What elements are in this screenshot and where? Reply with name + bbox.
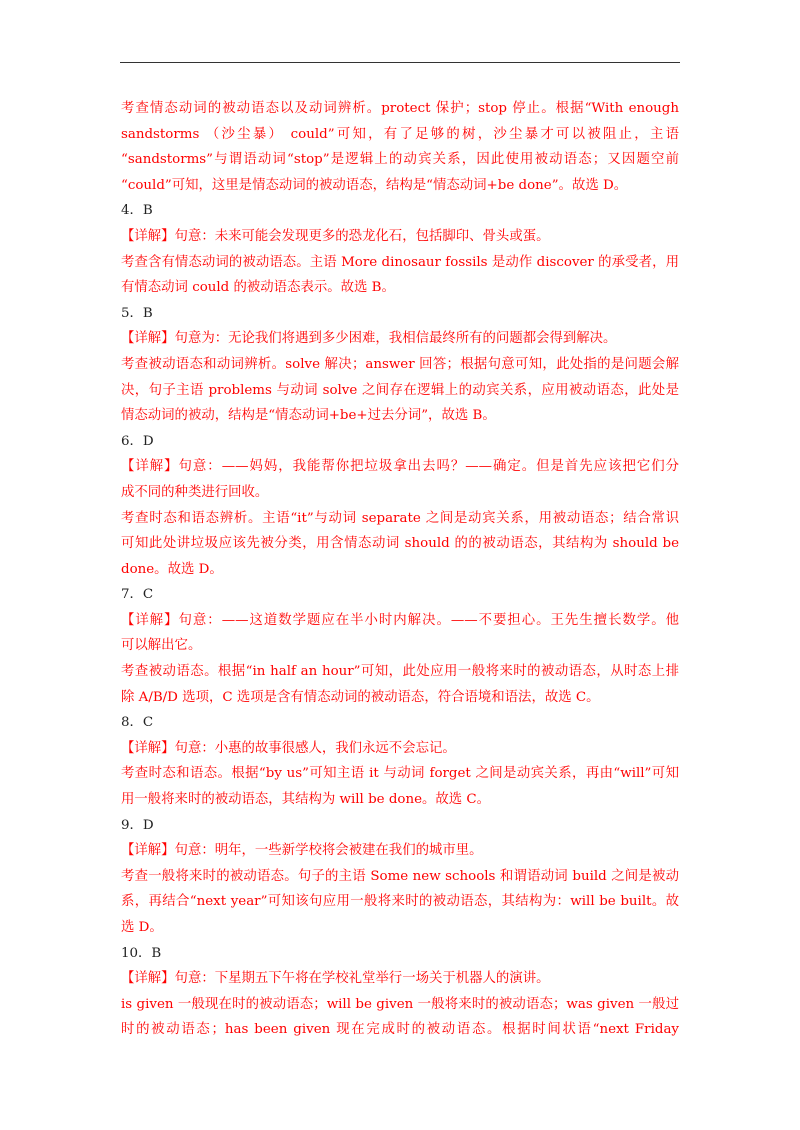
explanation-line: 除 A/B/D 选项，C 选项是含有情态动词的被动语态，符合语境和语法，故选 C。 bbox=[121, 689, 600, 705]
explanation-line: “sandstorms”与谓语动词“stop”是逻辑上的动宾关系，因此使用被动语态；又因题空前 bbox=[121, 152, 679, 168]
header-rule bbox=[120, 62, 680, 63]
explanation-line: 时的被动语态；has been given 现在完成时的被动语态。根据时间状语“next Friday bbox=[121, 1022, 679, 1038]
explanation-line: 用一般将来时的被动语态，其结构为 will be done。故选 C。 bbox=[121, 792, 491, 808]
explanation-line: 【详解】句意为：无论我们将遇到多少困难，我相信最终所有的问题都会得到解决。 bbox=[121, 331, 617, 347]
question-number: 6．D bbox=[121, 433, 154, 449]
explanation-line: 选 D。 bbox=[121, 920, 163, 935]
question-number: 9．D bbox=[121, 817, 154, 833]
question-number: 5．B bbox=[121, 305, 153, 321]
explanation-line: 可知此处讲垃圾应该先被分类，用含情态动词 should 的的被动语态，其结构为 should be bbox=[121, 536, 679, 552]
explanation-line: 考查被动语态。根据“in half an hour”可知，此处应用一般将来时的被动语态，从时态上排 bbox=[121, 664, 679, 680]
explanation-line: 【详解】句意：小惠的故事很感人，我们永远不会忘记。 bbox=[121, 740, 456, 756]
explanation-line: 考查情态动词的被动语态以及动词辨析。protect 保护；stop 停止。根据“With enough bbox=[121, 101, 679, 116]
question-number: 7．C bbox=[121, 587, 154, 603]
explanation-line: “could”可知，这里是情态动词的被动语态，结构是“情态动词+be done”。故选 D。 bbox=[121, 177, 628, 193]
question-number: 8．C bbox=[121, 715, 154, 731]
explanation-line: sandstorms （沙尘暴） could”可知，有了足够的树，沙尘暴才可以被阻止，主语 bbox=[121, 126, 679, 142]
question-number: 10．B bbox=[121, 945, 162, 961]
explanation-line: 成不同的种类进行回收。 bbox=[121, 484, 269, 500]
explanation-line: is given 一般现在时的被动语态；will be given 一般将来时的被动语态；was given 一般过 bbox=[121, 996, 679, 1012]
explanation-line: 【详解】句意：——这道数学题应在半小时内解决。——不要担心。王先生擅长数学。他 bbox=[121, 612, 679, 628]
explanation-line: 考查时态和语态辨析。主语“it”与动词 separate 之间是动宾关系，用被动语态；结合常识 bbox=[121, 510, 679, 526]
explanation-line: done。故选 D。 bbox=[121, 561, 223, 577]
explanation-line: 有情态动词 could 的被动语态表示。故选 B。 bbox=[121, 280, 395, 296]
explanation-line: 【详解】句意：——妈妈，我能帮你把垃圾拿出去吗？——确定。但是首先应该把它们分 bbox=[121, 459, 679, 475]
explanation-line: 考查含有情态动词的被动语态。主语 More dinosaur fossils 是动作 discover 的承受者，用 bbox=[121, 254, 679, 270]
question-number: 4．B bbox=[121, 203, 153, 219]
explanation-line: 系，再结合“next year”可知该句应用一般将来时的被动语态，其结构为：will be built。故 bbox=[121, 894, 679, 910]
explanation-line: 【详解】句意：明年，一些新学校将会被建在我们的城市里。 bbox=[121, 843, 483, 859]
explanation-line: 【详解】句意：未来可能会发现更多的恐龙化石，包括脚印、骨头或蛋。 bbox=[121, 228, 550, 244]
explanation-line: 考查一般将来时的被动语态。句子的主语 Some new schools 和谓语动词 build 之间是被动 bbox=[121, 868, 679, 884]
explanation-line: 【详解】句意：下星期五下午将在学校礼堂举行一场关于机器人的演讲。 bbox=[121, 971, 550, 987]
answer-explanations bbox=[121, 96, 679, 1043]
explanation-line: 决，句子主语 problems 与动词 solve 之间存在逻辑上的动宾关系，应用被动语态，此处是 bbox=[121, 382, 679, 398]
explanation-line: 考查时态和语态。根据“by us”可知主语 it 与动词 forget 之间是动宾关系，再由“will”可知 bbox=[121, 766, 679, 782]
explanation-line: 情态动词的被动，结构是“情态动词+be+过去分词”，故选 B。 bbox=[121, 408, 496, 424]
explanation-line: 可以解出它。 bbox=[121, 638, 202, 654]
explanation-line: 考查被动语态和动词辨析。solve 解决；answer 回答；根据句意可知，此处指的是问题会解 bbox=[121, 356, 679, 372]
